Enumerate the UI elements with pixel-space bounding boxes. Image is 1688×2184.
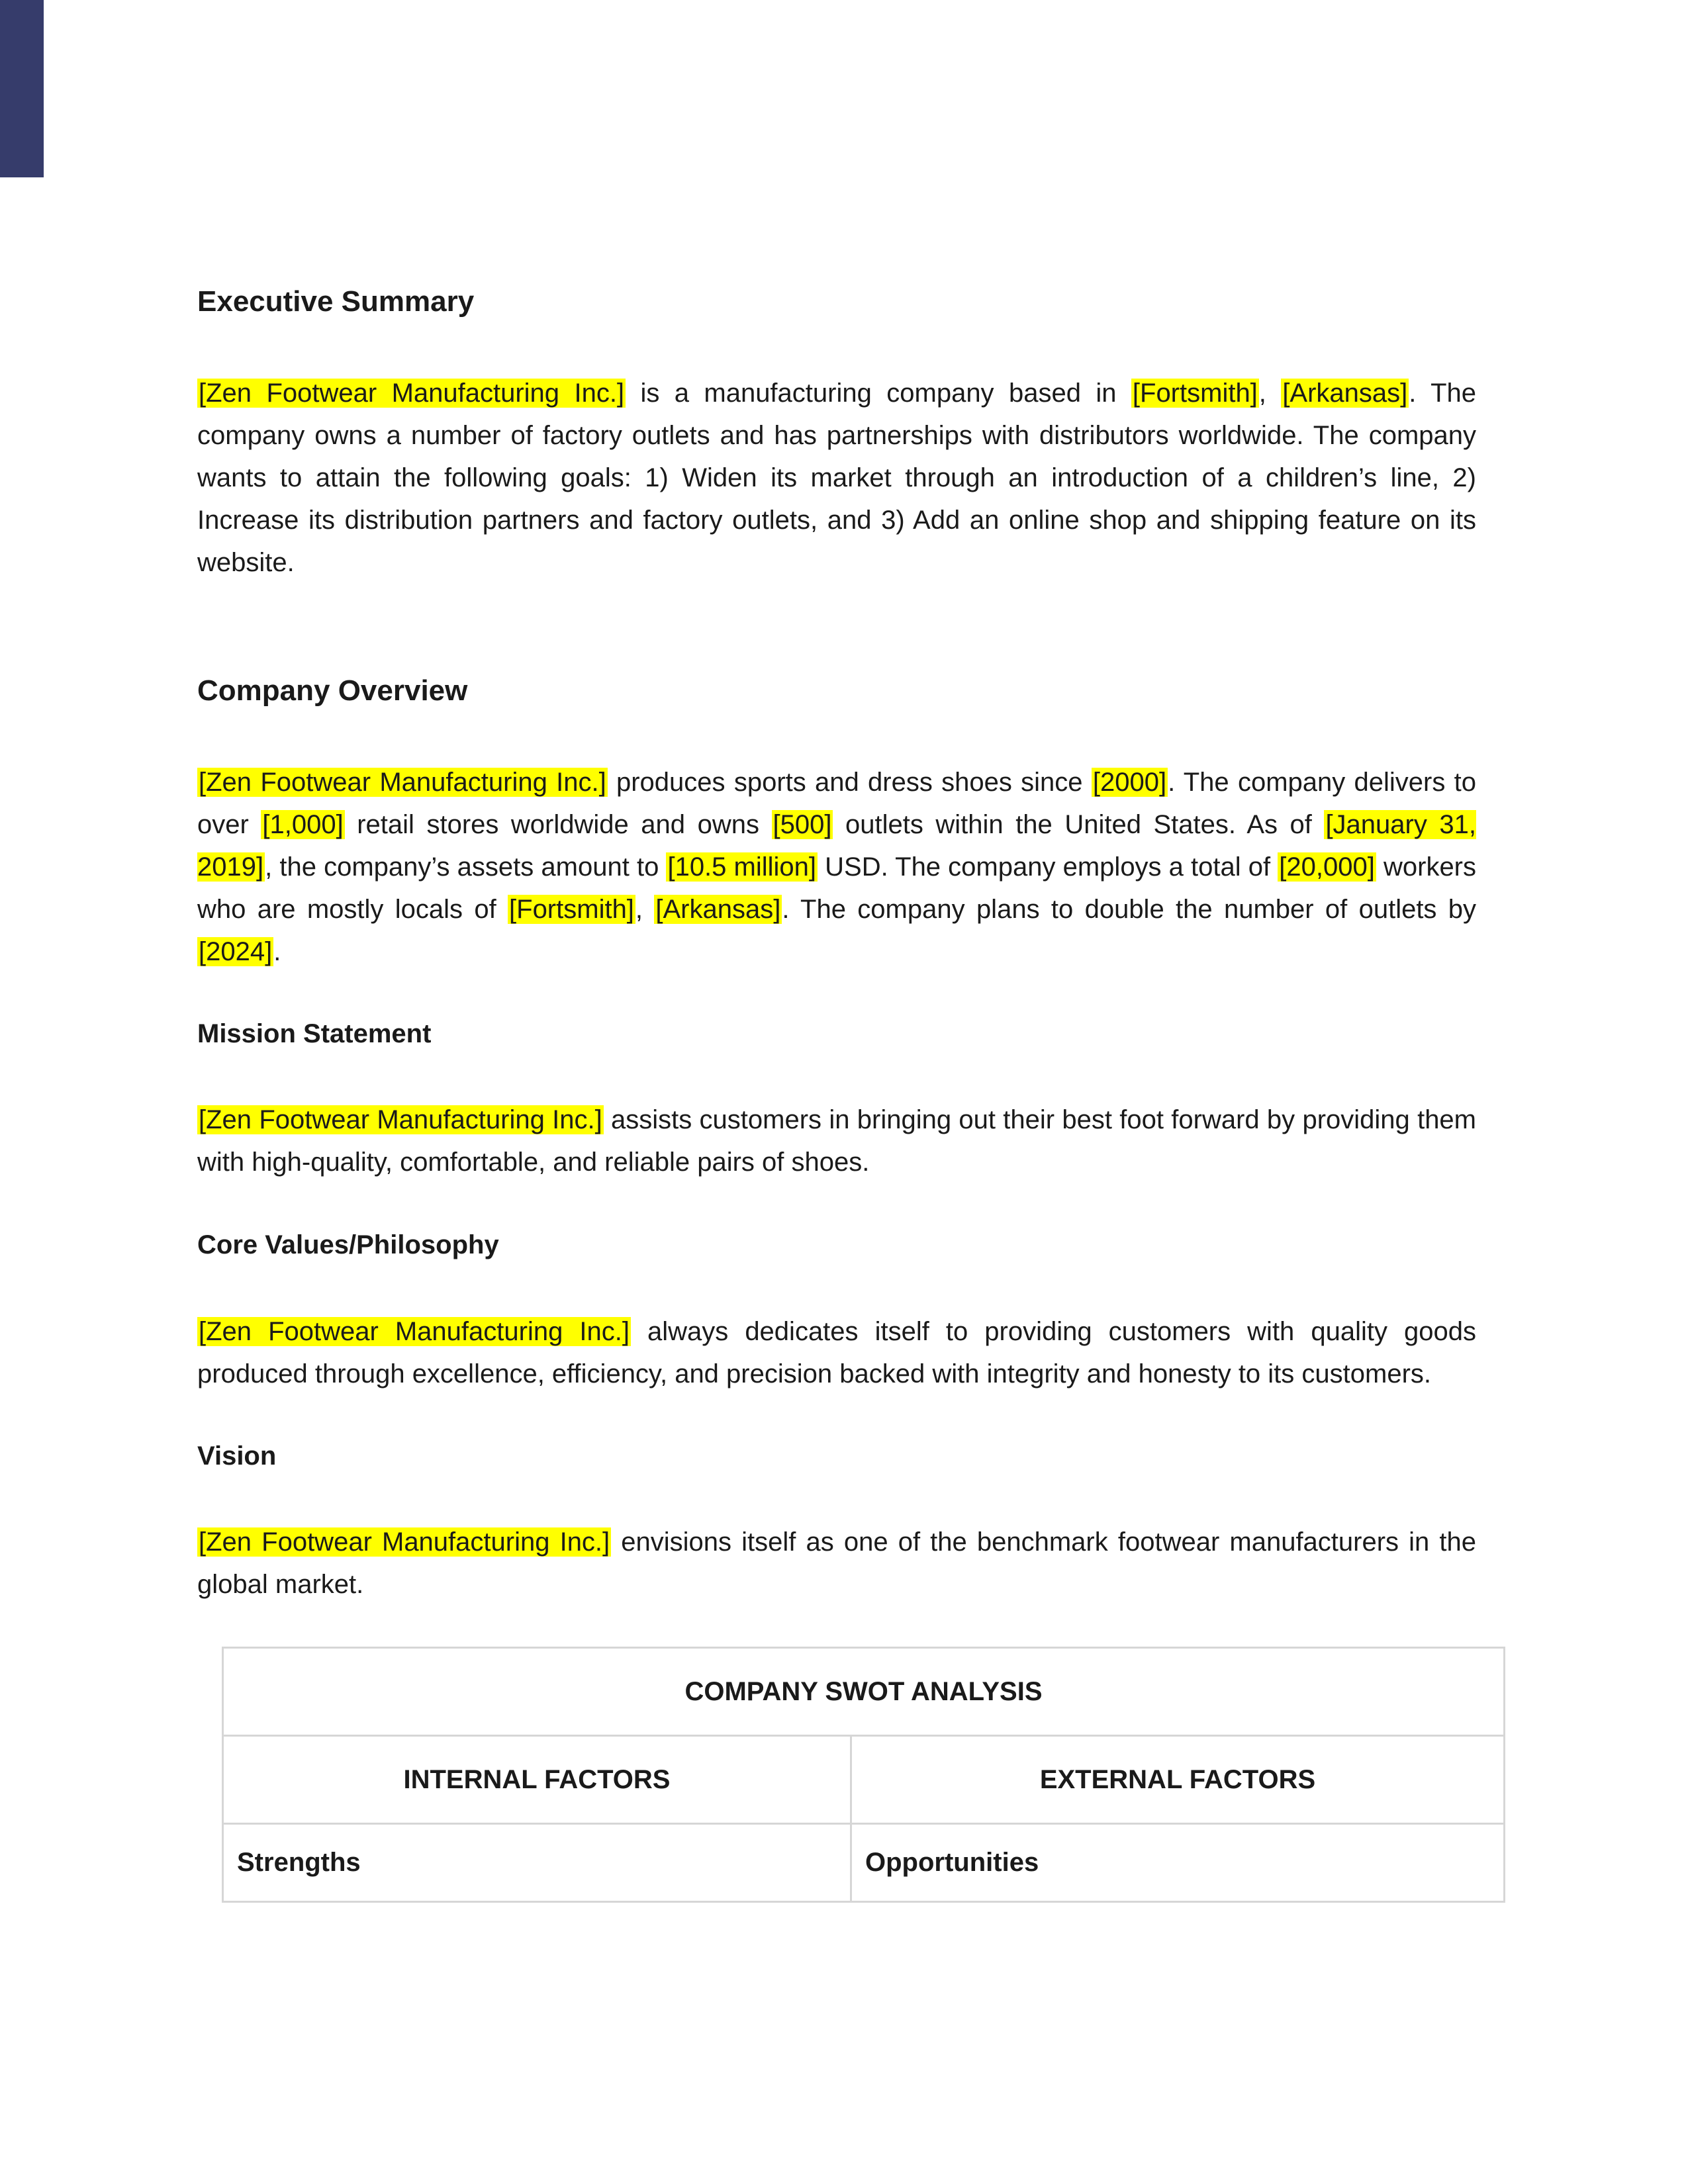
state-placeholder[interactable]: [Arkansas] <box>1282 379 1408 408</box>
company-overview-heading: Company Overview <box>197 674 468 707</box>
mission-statement-paragraph: [Zen Footwear Manufacturing Inc.] assists customers in bringing out their best foot forward by providing them with high-quality, comfortable, and reliable pairs of shoes. <box>197 1105 1477 1177</box>
company-name-placeholder[interactable]: [Zen Footwear Manufacturing Inc.] <box>199 1527 610 1557</box>
assets-placeholder[interactable]: [10.5 million] <box>667 852 817 882</box>
swot-factors-row <box>223 1736 1505 1824</box>
strengths-label[interactable]: Strengths <box>223 1824 851 1902</box>
retail-stores-placeholder[interactable]: [1,000] <box>262 810 344 839</box>
vision-heading: Vision <box>197 1441 277 1471</box>
city-placeholder[interactable]: [Fortsmith] <box>509 895 634 924</box>
swot-quadrant-row <box>223 1824 1505 1902</box>
internal-factors-header: INTERNAL FACTORS <box>223 1736 851 1824</box>
side-tab-decoration <box>0 0 44 177</box>
opportunities-label[interactable]: Opportunities <box>851 1824 1505 1902</box>
year-founded-placeholder[interactable]: [2000] <box>1092 768 1167 797</box>
company-name-placeholder[interactable]: [Zen Footwear Manufacturing Inc.] <box>199 768 606 797</box>
date-placeholder[interactable]: [January 31, 2019] <box>197 810 1476 882</box>
company-overview-paragraph: [Zen Footwear Manufacturing Inc.] produces sports and dress shoes since [2000]. The company delivers to over [1,000] retail stores worldwide and owns [500] outlets within the United States. As of [January 31, 2019], the company’s assets amount to [10.5 million] USD. The company employs a total of [20,000] workers who are mostly locals of [Fortsmith], [Arkansas]. The company plans to double the number of outlets by [2024]. <box>197 768 1477 966</box>
company-name-placeholder[interactable]: [Zen Footwear Manufacturing Inc.] <box>199 1105 602 1134</box>
core-values-paragraph: [Zen Footwear Manufacturing Inc.] always dedicates itself to providing customers with quality goods produced through excellence, efficiency, and precision backed with integrity and honesty to its customers. <box>197 1317 1476 1388</box>
mission-statement-heading: Mission Statement <box>197 1019 432 1048</box>
core-values-heading: Core Values/Philosophy <box>197 1230 499 1259</box>
city-placeholder[interactable]: [Fortsmith] <box>1132 379 1258 408</box>
executive-summary-heading: Executive Summary <box>197 285 475 318</box>
swot-analysis-table <box>222 1647 1505 1903</box>
external-factors-header: EXTERNAL FACTORS <box>851 1736 1505 1824</box>
employees-placeholder[interactable]: [20,000] <box>1279 852 1375 882</box>
target-year-placeholder[interactable]: [2024] <box>199 937 273 966</box>
state-placeholder[interactable]: [Arkansas] <box>655 895 781 924</box>
swot-title: COMPANY SWOT ANALYSIS <box>223 1648 1505 1736</box>
vision-paragraph: [Zen Footwear Manufacturing Inc.] envisions itself as one of the benchmark footwear manufacturers in the global market. <box>197 1527 1477 1599</box>
executive-summary-paragraph: [Zen Footwear Manufacturing Inc.] is a manufacturing company based in [Fortsmith], [Arkansas]. The company owns a number of factory outlets and has partnerships with distributors worldwide. The company wants to attain the following goals: 1) Widen its market through an introduction of a children’s line, 2) Increase its distribution partners and factory outlets, and 3) Add an online shop and shipping feature on its website. <box>197 379 1476 577</box>
outlets-placeholder[interactable]: [500] <box>773 810 832 839</box>
company-name-placeholder[interactable]: [Zen Footwear Manufacturing Inc.] <box>199 379 625 408</box>
company-name-placeholder[interactable]: [Zen Footwear Manufacturing Inc.] <box>199 1317 630 1346</box>
swot-title-row <box>223 1648 1505 1736</box>
